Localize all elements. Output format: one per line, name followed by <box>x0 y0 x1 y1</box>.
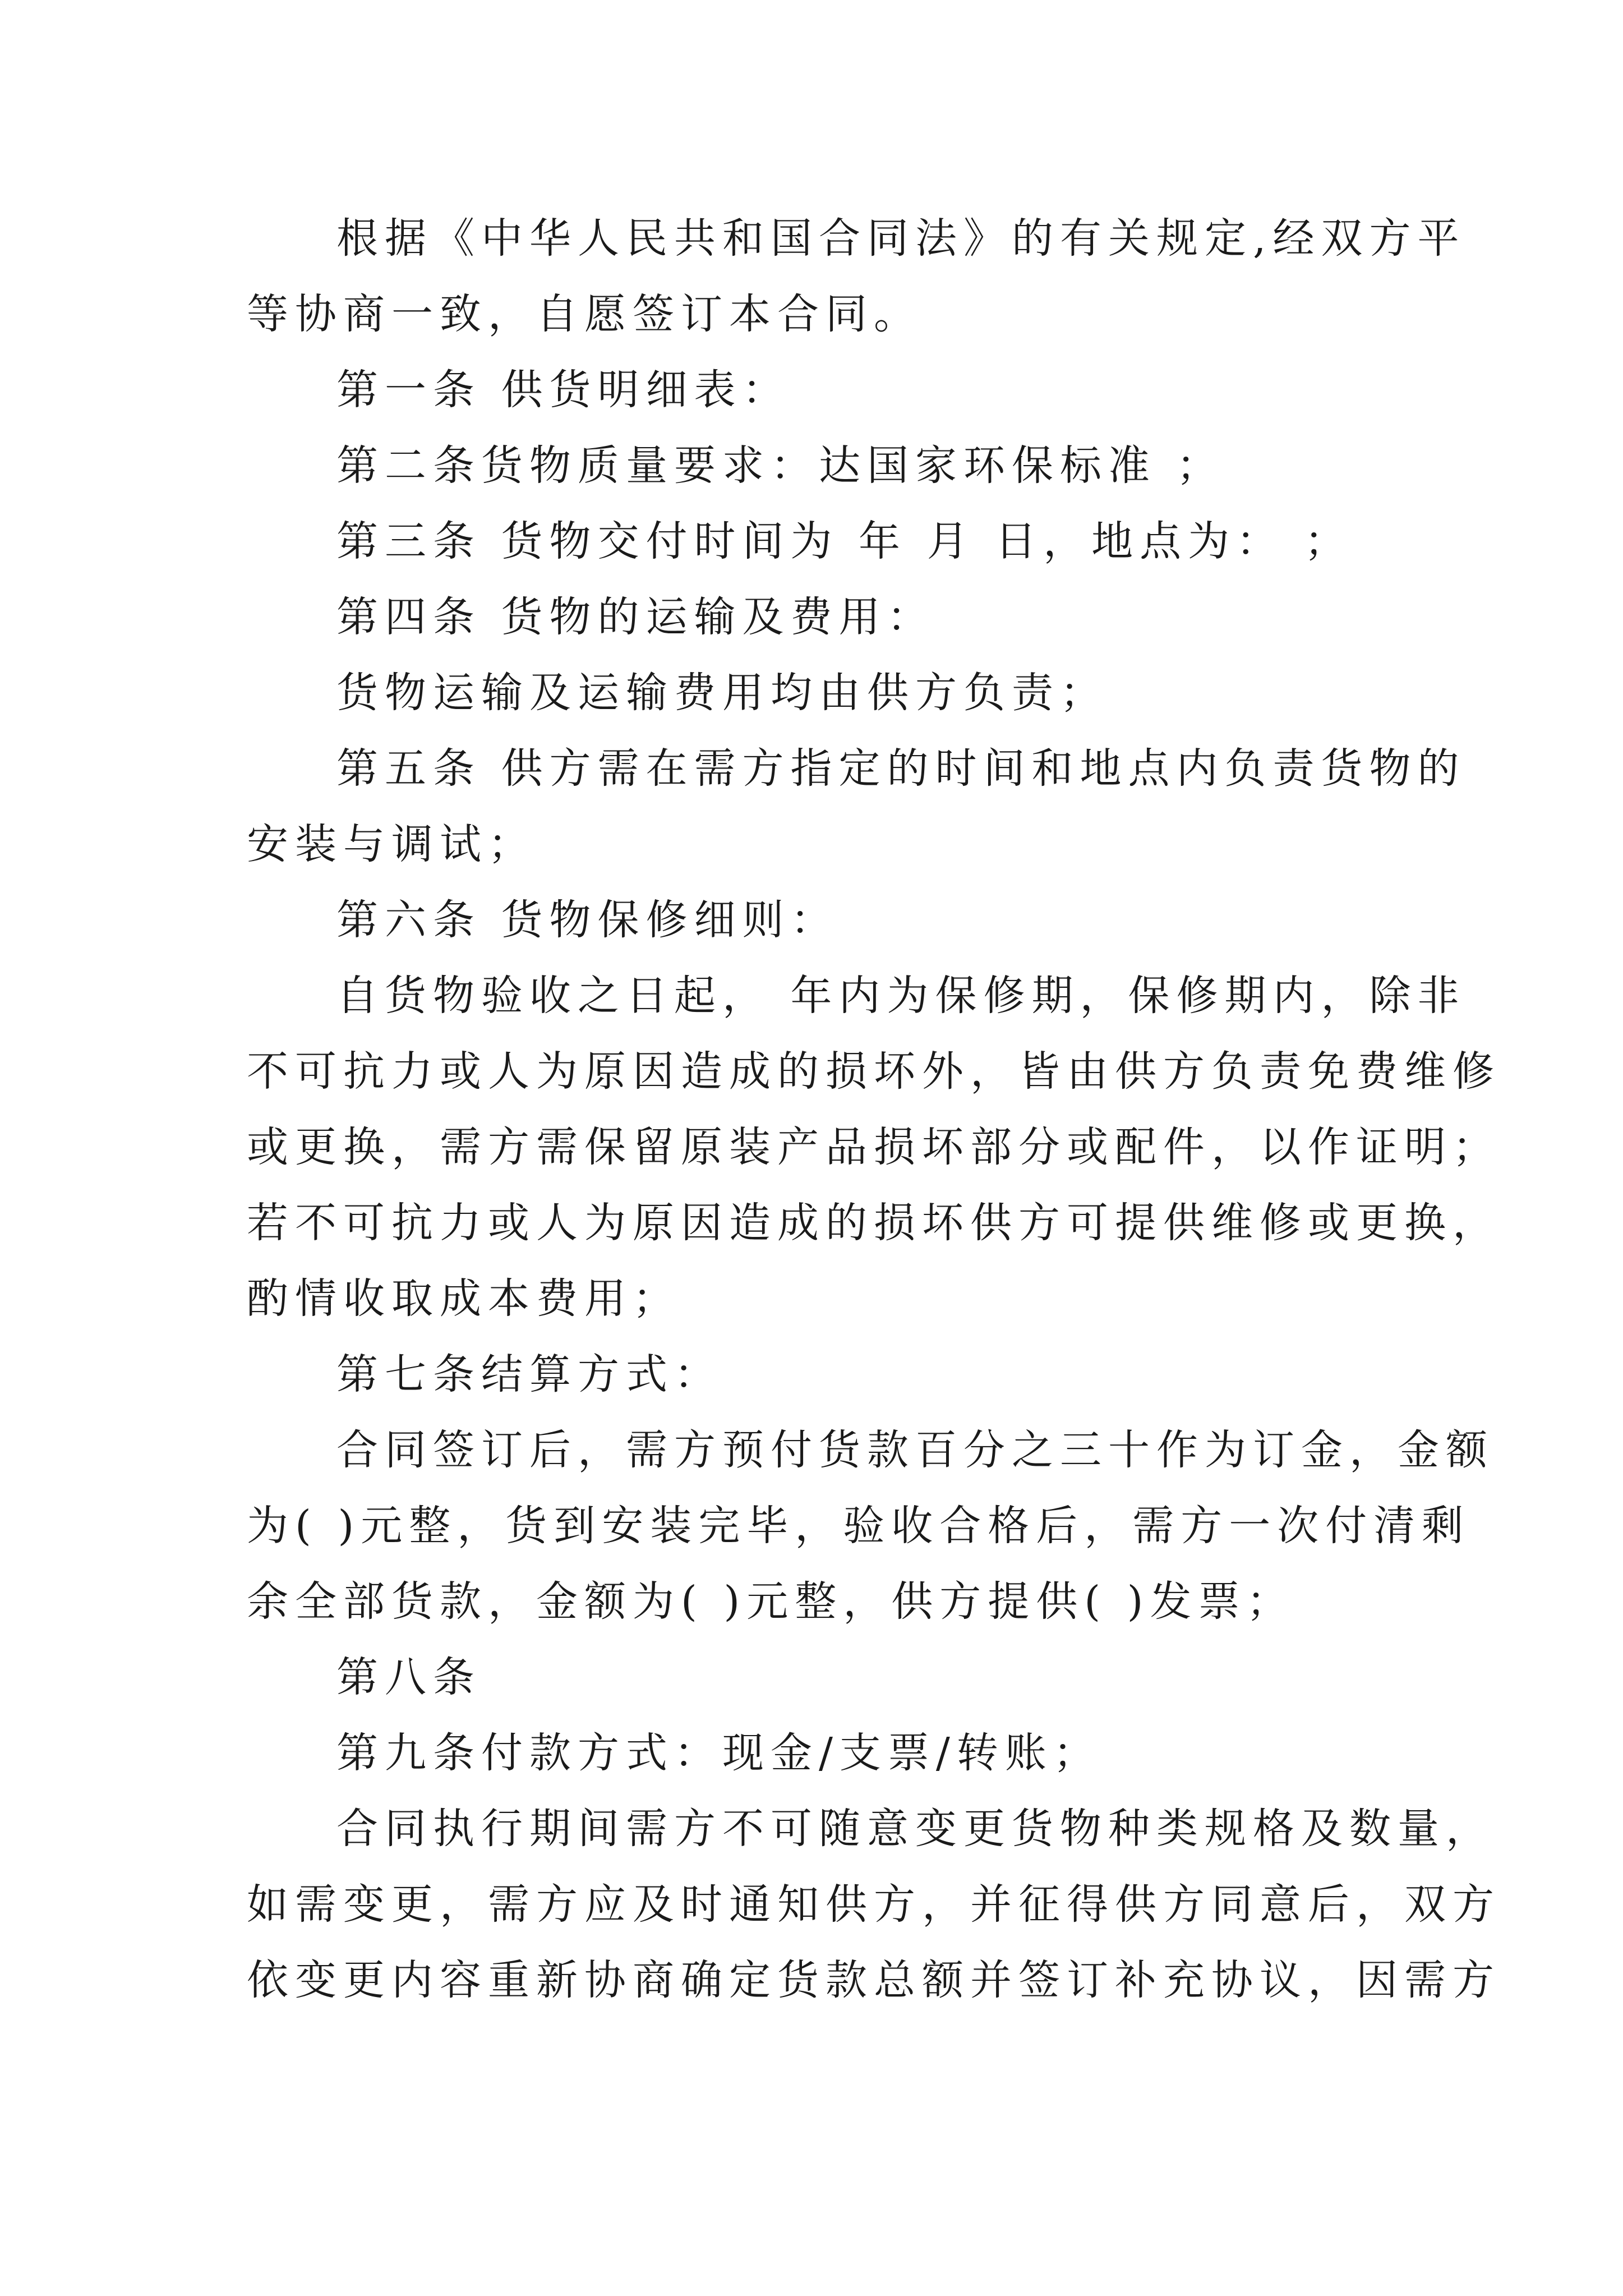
paragraph-line: 货物运输及运输费用均由供方负责； <box>336 669 1108 717</box>
paragraph-line: 等协商一致，自愿签订本合同。 <box>247 290 922 338</box>
paragraph-line: 不可抗力或人为原因造成的损坏外，皆由供方负责免费维修 <box>247 1047 1501 1096</box>
paragraph-line: 依变更内容重新协商确定货款总额并签订补充协议，因需方 <box>247 1956 1501 2004</box>
article-heading: 第二条货物质量要求：达国家环保标准 ； <box>336 441 1225 490</box>
paragraph-line: 酌情收取成本费用； <box>247 1274 681 1323</box>
article-heading: 第九条付款方式：现金/支票/转账； <box>336 1729 1101 1777</box>
paragraph-line: 自货物验收之日起， 年内为保修期，保修期内，除非 <box>336 972 1466 1020</box>
article-heading: 第八条 <box>336 1653 481 1701</box>
paragraph-line: 余全部货款，金额为( )元整，供方提供( )发票； <box>247 1577 1295 1626</box>
article-heading: 第三条 货物交付时间为 年 月 日，地点为： ； <box>336 517 1353 565</box>
article-heading: 第四条 货物的运输及费用： <box>336 593 935 641</box>
paragraph-line: 合同执行期间需方不可随意变更货物种类规格及数量， <box>336 1805 1494 1853</box>
paragraph-line: 若不可抗力或人为原因造成的损坏供方可提供维修或更换， <box>247 1199 1501 1247</box>
paragraph-line: 合同签订后，需方预付货款百分之三十作为订金，金额 <box>336 1426 1494 1474</box>
article-heading: 第五条 供方需在需方指定的时间和地点内负责货物的 <box>336 744 1466 793</box>
paragraph-line: 或更换，需方需保留原装产品损坏部分或配件，以作证明； <box>247 1123 1501 1171</box>
article-heading: 第七条结算方式： <box>336 1350 722 1398</box>
article-heading: 第一条 供货明细表： <box>336 366 791 414</box>
article-heading: 第六条 货物保修细则： <box>336 896 839 944</box>
paragraph-line: 安装与调试； <box>247 820 536 868</box>
paragraph-line: 根据《中华人民共和国合同法》的有关规定,经双方平 <box>336 214 1466 263</box>
paragraph-line: 如需变更，需方应及时通知供方，并征得供方同意后，双方 <box>247 1880 1501 1929</box>
paragraph-line: 为( )元整，货到安装完毕，验收合格后，需方一次付清剩 <box>247 1502 1470 1550</box>
